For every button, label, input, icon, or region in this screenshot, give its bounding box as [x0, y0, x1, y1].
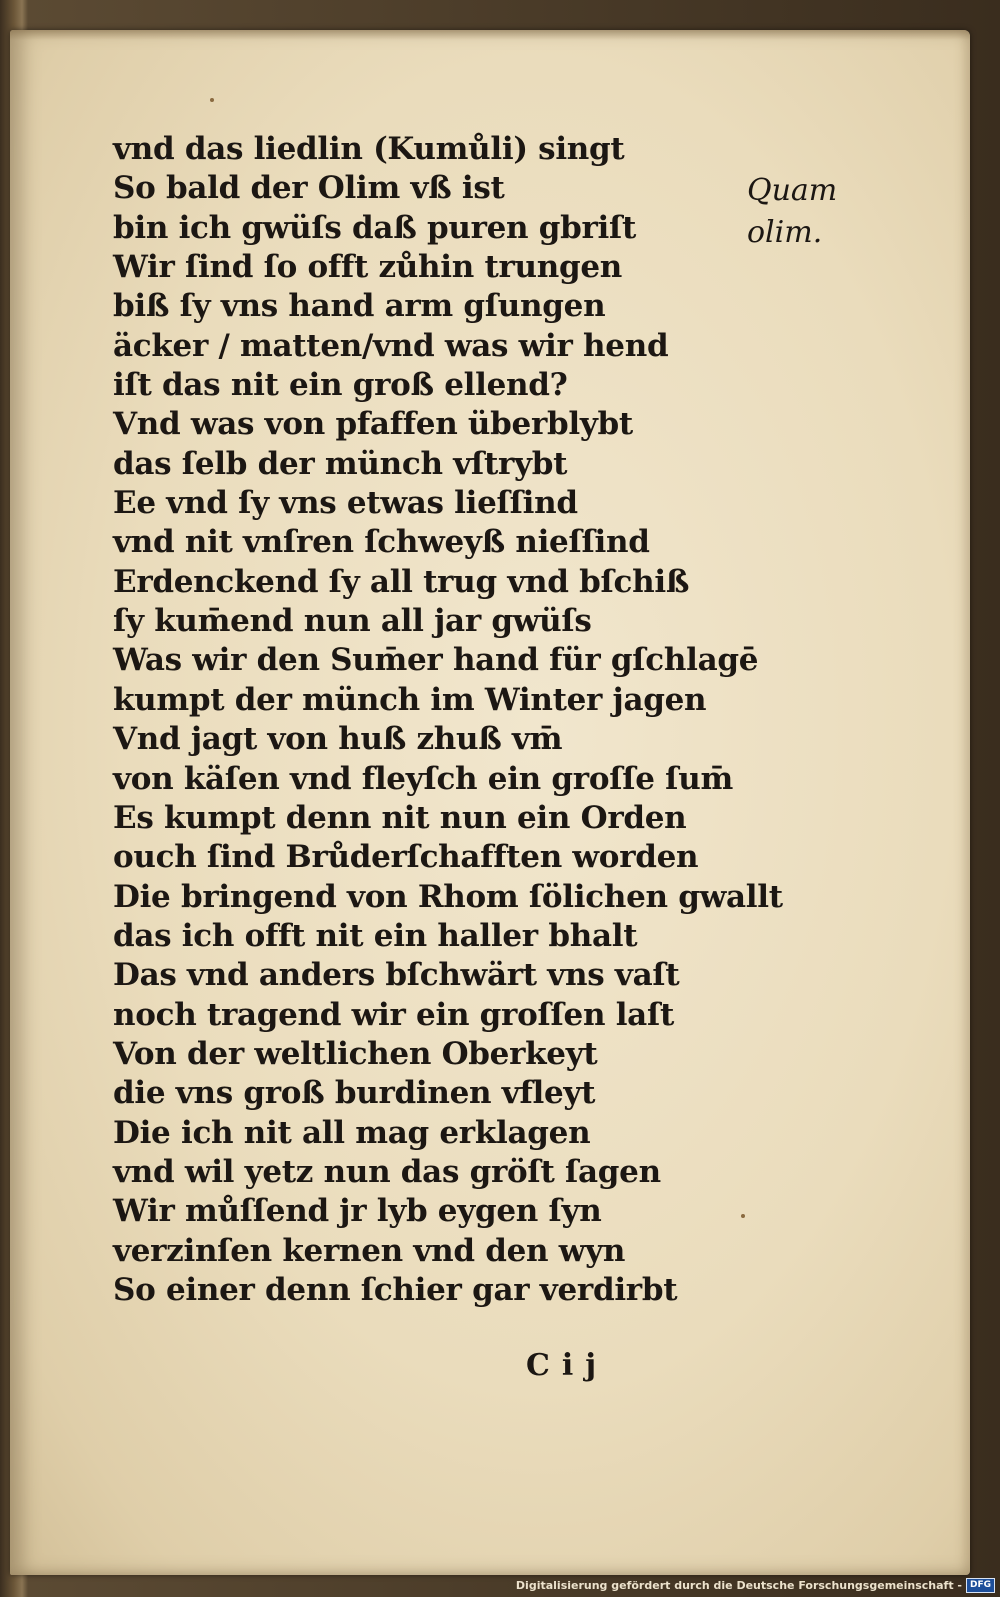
digitization-footer [516, 1577, 995, 1593]
signature-numeral: ij [561, 1348, 609, 1383]
verse-line: noch tragend wir ein groſſen laſt [113, 996, 675, 1033]
verse-line: Erdenckend ſy all trug vnd bſchiß [113, 563, 690, 600]
verse-line: die vns groß burdinen vfleyt [113, 1075, 596, 1112]
page-edge-shadow [10, 30, 970, 40]
verse-text-block [113, 130, 783, 1310]
marginal-note-line-1: Quam [747, 173, 838, 208]
verse-line: verzinſen kernen vnd den wyn [113, 1232, 626, 1269]
marginal-note-line-2: olim. [747, 215, 823, 250]
verse-line: kumpt der münch im Winter jagen [113, 681, 707, 718]
verse-line: äcker / matten/vnd was wir hend [113, 327, 669, 364]
verse-line: Wir můſſend jr lyb eygen ſyn [113, 1193, 602, 1230]
verse-line: Von der weltlichen Oberkeyt [113, 1035, 598, 1072]
verse-line: ſy kum̄end nun all jar gwüſs [113, 603, 592, 640]
verse-line: biß ſy vns hand arm gſungen [113, 288, 606, 325]
verse-line: das ich offt nit ein haller bhalt [113, 917, 638, 954]
verse-line: So einer denn ſchier gar verdirbt [113, 1271, 678, 1308]
marginal-note [747, 170, 837, 254]
verse-line: Ee vnd ſy vns etwas lieſſind [113, 485, 578, 522]
verse-line: von käſen vnd fleyſch ein groſſe ſum̄ [113, 760, 733, 797]
paper-speck [210, 98, 214, 102]
verse-line: Vnd jagt von huß zhuß vm̄ [113, 721, 563, 758]
footer-credit: Digitalisierung gefördert durch die Deutsche Forschungsgemeinschaft - [515, 1578, 962, 1592]
verse-line: vnd nit vnſren ſchweyß nieſſind [113, 524, 650, 561]
dfg-logo: DFG [966, 1578, 995, 1593]
verse-line: das ſelb der münch vſtrybt [113, 445, 568, 482]
verse-line: Es kumpt denn nit nun ein Orden [113, 799, 687, 836]
verse-line: Was wir den Sum̄er hand für gſchlagē [113, 642, 759, 679]
verse-line: iſt das nit ein groß ellend? [113, 367, 568, 404]
book-page [10, 30, 970, 1575]
verse-line: Das vnd anders bſchwärt vns vaſt [113, 957, 680, 994]
verse-line: vnd das liedlin (Kumůli) singt [113, 131, 625, 167]
paper-speck [741, 1214, 745, 1218]
verse-line: Die ich nit all mag erklagen [113, 1114, 591, 1151]
signature-letter: C [526, 1348, 562, 1383]
verse-line: ouch ſind Brůderſchafften worden [113, 839, 699, 876]
signature-mark [526, 1348, 608, 1383]
verse-line: Vnd was von pfaffen überblybt [113, 406, 633, 443]
verse-line: bin ich gwüſs daß puren gbriſt [113, 209, 637, 246]
verse-line: Die bringend von Rhom ſölichen gwallt [113, 878, 783, 915]
verse-line: So bald der Olim vß ist [113, 170, 505, 207]
verse-line: vnd wil yetz nun das gröſt ſagen [113, 1153, 661, 1190]
verse-line: Wir ſind ſo offt zůhin trungen [113, 249, 623, 286]
